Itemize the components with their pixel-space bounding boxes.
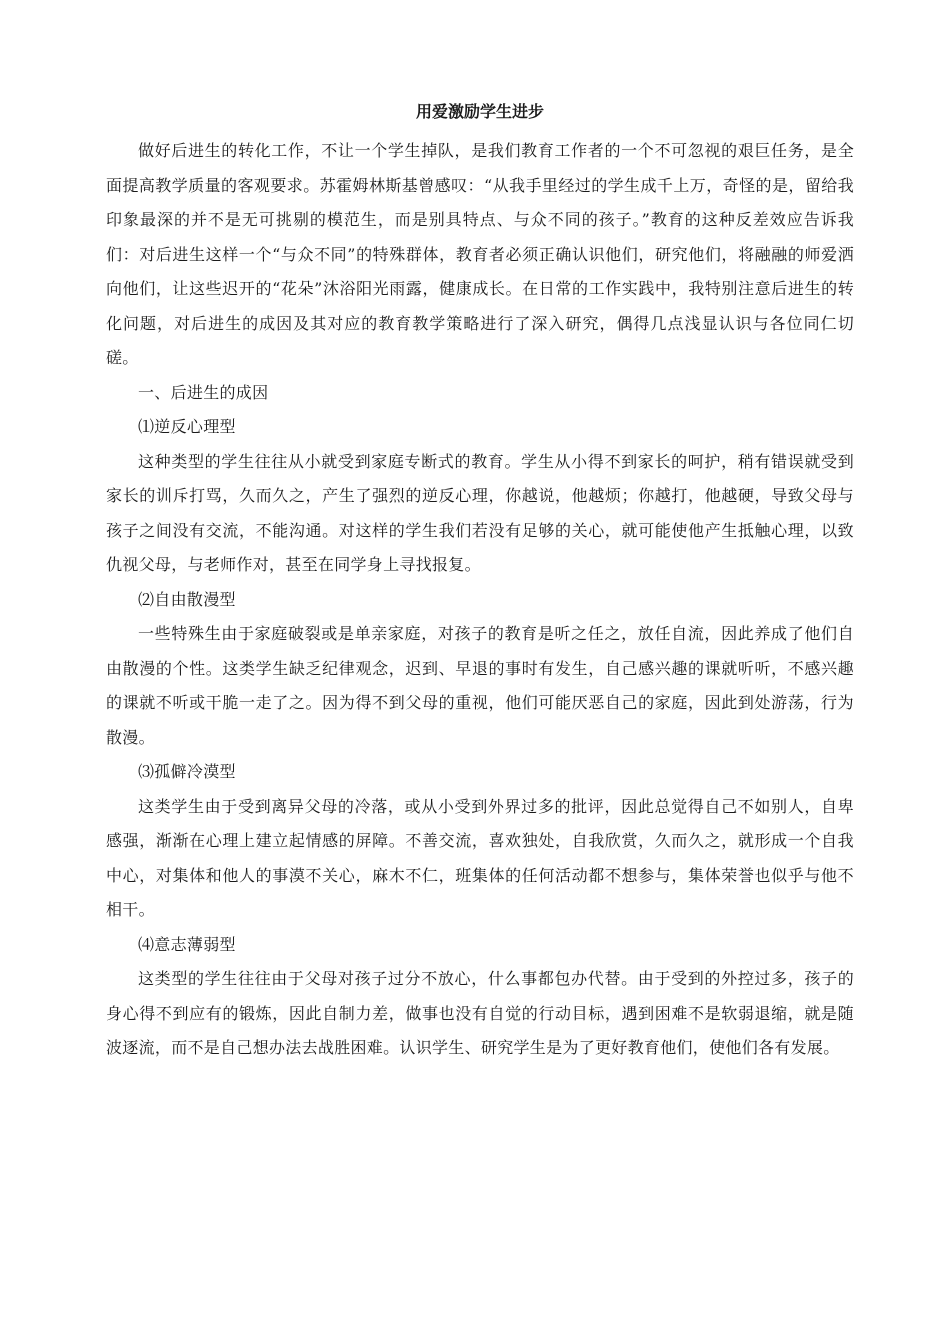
type-heading-withdrawn: ⑶孤僻冷漠型 bbox=[138, 762, 236, 781]
type-paragraph-rebellious: 这种类型的学生往往从小就受到家庭专断式的教育。学生从小得不到家长的呵护，稍有错误就受到家长的训斥打骂，久而久之，产生了强烈的逆反心理，你越说，他越烦；你越打，他越硬，导致父母与孩子之间没有交流，不能沟通。对这样的学生我们若没有足够的关心，就可能使他产生抵触心理，以致仇视父母，与老师作对，甚至在同学身上寻找报复。 bbox=[106, 451, 854, 574]
type-paragraph-undisciplined: 一些特殊生由于家庭破裂或是单亲家庭，对孩子的教育是听之任之，放任自流，因此养成了他们自由散漫的个性。这类学生缺乏纪律观念，迟到、早退的事时有发生，自己感兴趣的课就听听，不感兴趣的课就不听或干脆一走了之。因为得不到父母的重视，他们可能厌恶自己的家庭，因此到处游荡，行为散漫。 bbox=[106, 624, 854, 747]
type-heading-rebellious: ⑴逆反心理型 bbox=[138, 417, 236, 436]
intro-paragraph: 做好后进生的转化工作，不让一个学生掉队，是我们教育工作者的一个不可忽视的艰巨任务，是全面提高教学质量的客观要求。苏霍姆林斯基曾感叹：“从我手里经过的学生成千上万，奇怪的是，留给我印象最深的并不是无可挑剔的模范生，而是别具特点、与众不同的孩子。”教育的这种反差效应告诉我们：对后进生这样一个“与众不同”的特殊群体，教育者必须正确认识他们，研究他们，将融融的师爱洒向他们，让这些迟开的“花朵”沐浴阳光雨露，健康成长。在日常的工作实践中，我特别注意后进生的转化问题，对后进生的成因及其对应的教育教学策略进行了深入研究，偶得几点浅显认识与各位同仁切磋。 bbox=[106, 141, 854, 367]
type-paragraph-withdrawn: 这类学生由于受到离异父母的冷落，或从小受到外界过多的批评，因此总觉得自己不如别人，自卑感强，渐渐在心理上建立起情感的屏障。不善交流，喜欢独处，自我欣赏，久而久之，就形成一个自我中心，对集体和他人的事漠不关心，麻木不仁，班集体的任何活动都不想参与，集体荣誉也似乎与他不相干。 bbox=[106, 796, 854, 919]
section-heading-causes: 一、后进生的成因 bbox=[138, 382, 269, 402]
type-heading-weak-willed: ⑷意志薄弱型 bbox=[138, 934, 236, 954]
type-paragraph-weak-willed: 这类型的学生往往由于父母对孩子过分不放心，什么事都包办代替。由于受到的外控过多，孩子的身心得不到应有的锻炼，因此自制力差，做事也没有自觉的行动目标，遇到困难不是软弱退缩，就是随波逐流，而不是自己想办法去战胜困难。认识学生、研究学生是为了更好教育他们，使他们各有发展。 bbox=[106, 969, 854, 1057]
type-heading-undisciplined: ⑵自由散漫型 bbox=[138, 589, 236, 609]
document-title: 用爱激励学生进步 bbox=[415, 102, 544, 121]
